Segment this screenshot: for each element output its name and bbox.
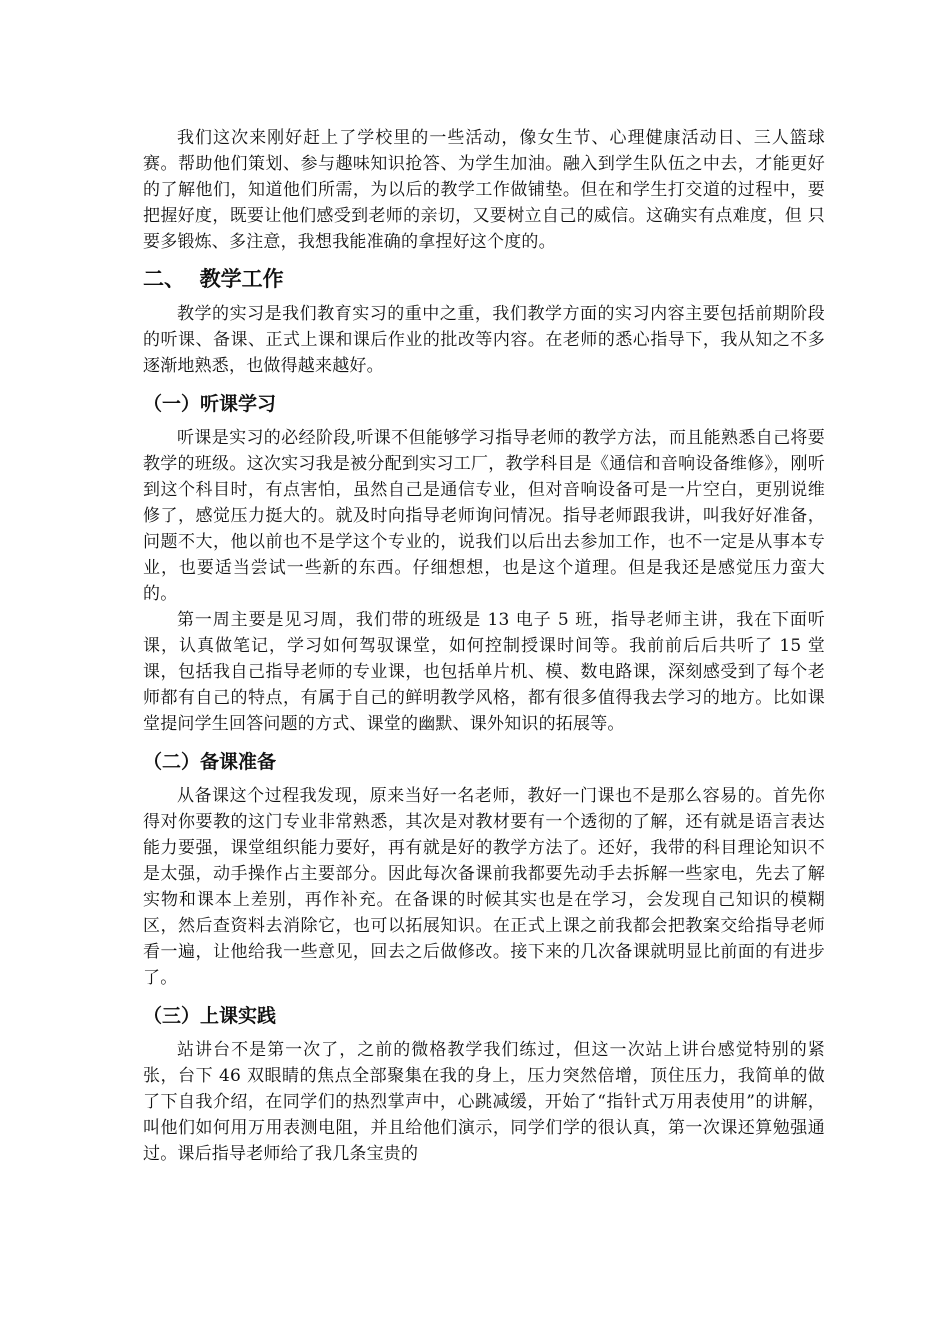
lecture-listening-paragraph-1: 听课是实习的必经阶段,听课不但能够学习指导老师的教学方法，而且能熟悉自己将要教学的班级。这次实习我是被分配到实习工厂，教学科目是《通信和音响设备维修》，刚听到这个科目时，有点害怕，虽然自己是通信专业，但对音响设备可是一片空白，更别说维修了，感觉压力挺大的。就及时向指导老师询问情况。指导老师跟我讲，叫我好好准备，问题不大，他以前也不是学这个专业的，说我们以后出去参加工作，也不一定是从事本专业，也要适当尝试一些新的东西。仔细想想，也是这个道理。但是我还是感觉压力蛮大的。 bbox=[143, 428, 825, 604]
lesson-preparation-paragraph: 从备课这个过程我发现，原来当好一名老师，教好一门课也不是那么容易的。首先你得对你要教的这门专业非常熟悉，其次是对教材要有一个透彻的了解，还有就是语言表达能力要强，课堂组织能力要好，再有就是好的教学方法了。还好，我带的科目理论知识不是太强，动手操作占主要部分。因此每次备课前我都要先动手去拆解一些家电，先去了解实物和课本上差别，再作补充。在备课的时候其实也是在学习，会发现自己知识的模糊区，然后查资料去消除它，也可以拓展知识。在正式上课之前我都会把教案交给指导老师看一遍，让他给我一些意见，回去之后做修改。接下来的几次备课就明显比前面的有进步了。 bbox=[143, 786, 825, 988]
subsection-heading-lecture-listening: （一）听课学习 bbox=[143, 393, 277, 415]
teaching-work-paragraph: 教学的实习是我们教育实习的重中之重，我们教学方面的实习内容主要包括前期阶段的听课、备课、正式上课和课后作业的批改等内容。在老师的悉心指导下，我从知之不多逐渐地熟悉，也做得越来越好。 bbox=[143, 304, 825, 376]
subsection-heading-teaching-practice: （三）上课实践 bbox=[143, 1005, 277, 1027]
teaching-practice-paragraph: 站讲台不是第一次了，之前的微格教学我们练过，但这一次站上讲台感觉特别的紧张，台下 46 双眼睛的焦点全部聚集在我的身上，压力突然倍增，顶住压力，我简单的做了下自我介绍，在同学们的热烈掌声中，心跳减缓，开始了“指针式万用表使用”的讲解，叫他们如何用万用表测电阻，并且给他们演示，同学们学的很认真，第一次课还算勉强通过。课后指导老师给了我几条宝贵的 bbox=[143, 1040, 825, 1164]
document-page bbox=[143, 125, 825, 1167]
subsection-heading-lesson-preparation: （二）备课准备 bbox=[143, 751, 277, 773]
section-heading-teaching-work: 二、 教学工作 bbox=[143, 267, 284, 291]
intro-paragraph: 我们这次来刚好赶上了学校里的一些活动，像女生节、心理健康活动日、三人篮球赛。帮助他们策划、参与趣味知识抢答、为学生加油。融入到学生队伍之中去，才能更好的了解他们，知道他们所需，为以后的教学工作做铺垫。但在和学生打交道的过程中，要把握好度，既要让他们感受到老师的亲切，又要树立自己的威信。这确实有点难度，但 只要多锻炼、多注意，我想我能准确的拿捏好这个度的。 bbox=[143, 128, 825, 252]
lecture-listening-paragraph-2: 第一周主要是见习周，我们带的班级是 13 电子 5 班，指导老师主讲，我在下面听课，认真做笔记，学习如何驾驭课堂，如何控制授课时间等。我前前后后共听了 15 堂课，包括我自己指导老师的专业课，也包括单片机、模、数电路课，深刻感受到了每个老师都有自己的特点，有属于自己的鲜明教学风格，都有很多值得我去学习的地方。比如课堂提问学生回答问题的方式、课堂的幽默、课外知识的拓展等。 bbox=[143, 610, 825, 734]
